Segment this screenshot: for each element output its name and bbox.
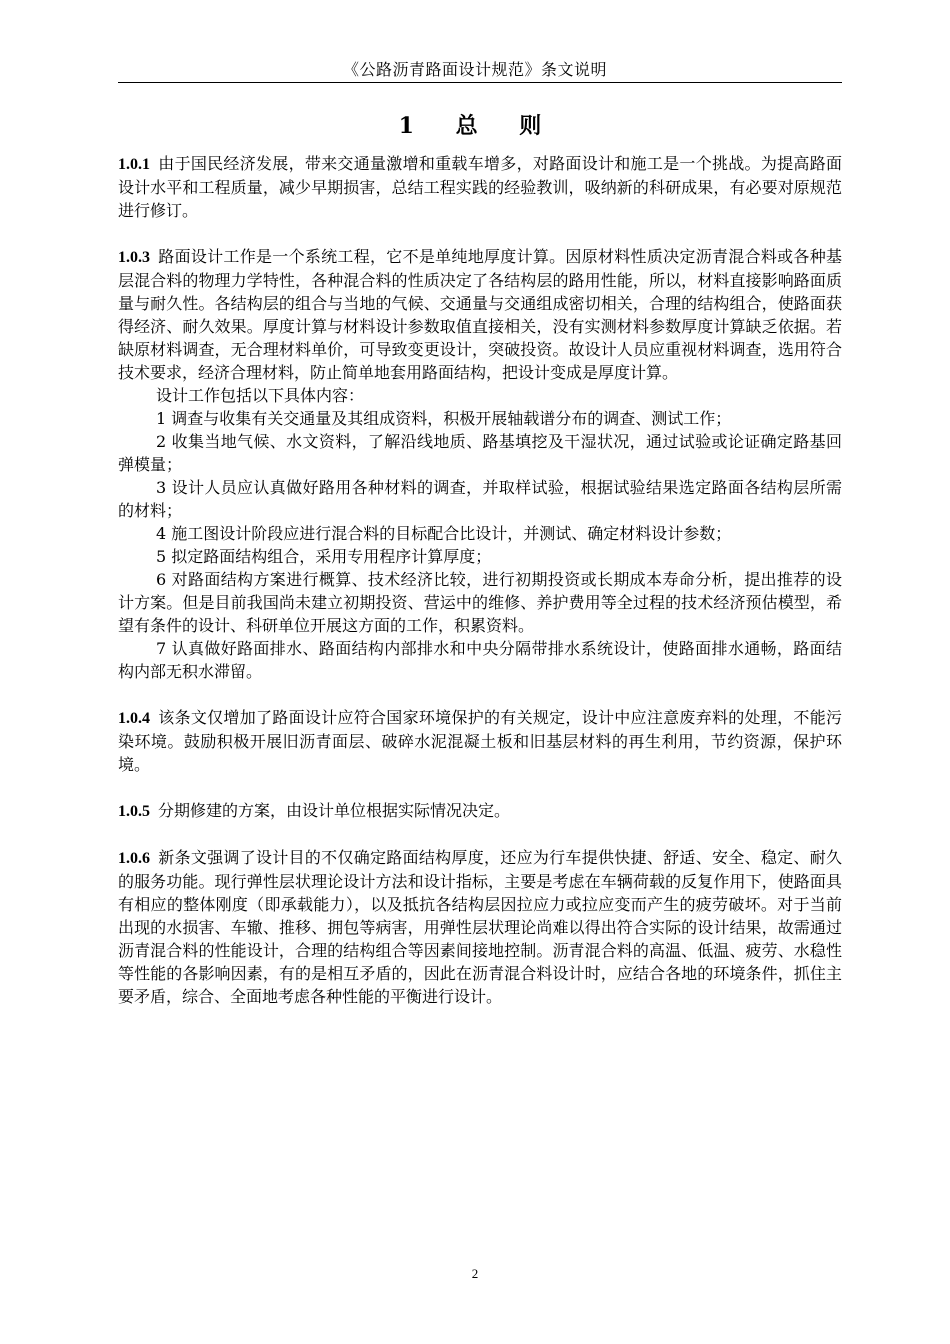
clause-number: 1.0.3 [118, 249, 150, 266]
page-number: 2 [471, 1266, 479, 1281]
list-item: 5 拟定路面结构组合，采用专用程序计算厚度； [156, 547, 492, 566]
list-item: 6 对路面结构方案进行概算、技术经济比较，进行初期投资或长期成本寿命分析，提出推荐的设计方案。但是目前我国尚未建立初期投资、营运中的维修、养护费用等全过程的技术经济预估模型，希望有条件的设计、科研单位开展这方面的工作，积累资料。 [118, 570, 842, 635]
chapter-title: 1 总 则 [398, 113, 552, 139]
clause-text: 分期修建的方案，由设计单位根据实际情况决定。 [158, 801, 511, 820]
clause-1-0-5 [118, 799, 842, 823]
clause-number: 1.0.4 [118, 710, 150, 727]
list-item: 7 认真做好路面排水、路面结构内部排水和中央分隔带排水系统设计，使路面排水通畅，路面结构内部无积水滞留。 [118, 639, 842, 681]
clause-number: 1.0.6 [118, 850, 150, 867]
header-divider [118, 82, 842, 83]
clause-text: 该条文仅增加了路面设计应符合国家环境保护的有关规定，设计中应注意废弃料的处理，不能污染环境。鼓励积极开展旧沥青面层、破碎水泥混凝土板和旧基层材料的再生利用，节约资源，保护环境。 [118, 708, 842, 774]
list-item: 2 收集当地气候、水文资料，了解沿线地质、路基填挖及干湿状况，通过试验或论证确定路基回弹模量； [118, 432, 842, 474]
clause-text: 新条文强调了设计目的不仅确定路面结构厚度，还应为行车提供快捷、舒适、安全、稳定、耐久的服务功能。现行弹性层状理论设计方法和设计指标，主要是考虑在车辆荷载的反复作用下，使路面具有相应的整体刚度（即承载能力），以及抵抗各结构层因拉应力或拉应变而产生的疲劳破坏。对于当前出现的水损害、车辙、推移、拥包等病害，用弹性层状理论尚难以得出符合实际的设计结果，故需通过沥青混合料的性能设计，合理的结构组合等因素间接地控制。沥青混合料的高温、低温、疲劳、水稳性等性能的各影响因素，有的是相互矛盾的，因此在沥青混合料设计时，应结合各地的环境条件，抓住主要矛盾，综合、全面地考虑各种性能的平衡进行设计。 [118, 848, 842, 1006]
clause-text: 由于国民经济发展，带来交通量激增和重载车增多，对路面设计和施工是一个挑战。为提高路面设计水平和工程质量，减少早期损害，总结工程实践的经验教训，吸纳新的科研成果，有必要对原规范进行修订。 [118, 154, 842, 220]
running-header: 《公路沥青路面设计规范》条文说明 [342, 60, 607, 79]
clause-number: 1.0.5 [118, 803, 150, 820]
clause-1-0-4 [118, 706, 842, 776]
clause-number: 1.0.1 [118, 156, 150, 173]
list-item: 4 施工图设计阶段应进行混合料的目标配合比设计，并测试、确定材料设计参数； [156, 524, 732, 543]
clause-1-0-1 [118, 152, 842, 222]
clause-text: 路面设计工作是一个系统工程，它不是单纯地厚度计算。因原材料性质决定沥青混合料或各种基层混合料的物理力学特性，各种混合料的性质决定了各结构层的路用性能，所以，材料直接影响路面质量与耐久性。各结构层的组合与当地的气候、交通量与交通组成密切相关，合理的结构组合，使路面获得经济、耐久效果。厚度计算与材料设计参数取值直接相关，没有实测材料参数厚度计算缺乏依据。若缺原材料调查，无合理材料单价，可导致变更设计，突破投资。故设计人员应重视材料调查，选用符合技术要求，经济合理材料，防止简单地套用路面结构，把设计变成是厚度计算。 [118, 247, 842, 382]
clause-1-0-3 [118, 245, 842, 683]
document-body [118, 152, 842, 1031]
list-item: 1 调查与收集有关交通量及其组成资料，积极开展轴载谱分布的调查、测试工作； [156, 409, 732, 428]
clause-intro: 设计工作包括以下具体内容： [156, 386, 365, 405]
clause-1-0-6 [118, 846, 842, 1008]
list-item: 3 设计人员应认真做好路用各种材料的调查，并取样试验，根据试验结果选定路面各结构层所需的材料； [118, 478, 842, 520]
